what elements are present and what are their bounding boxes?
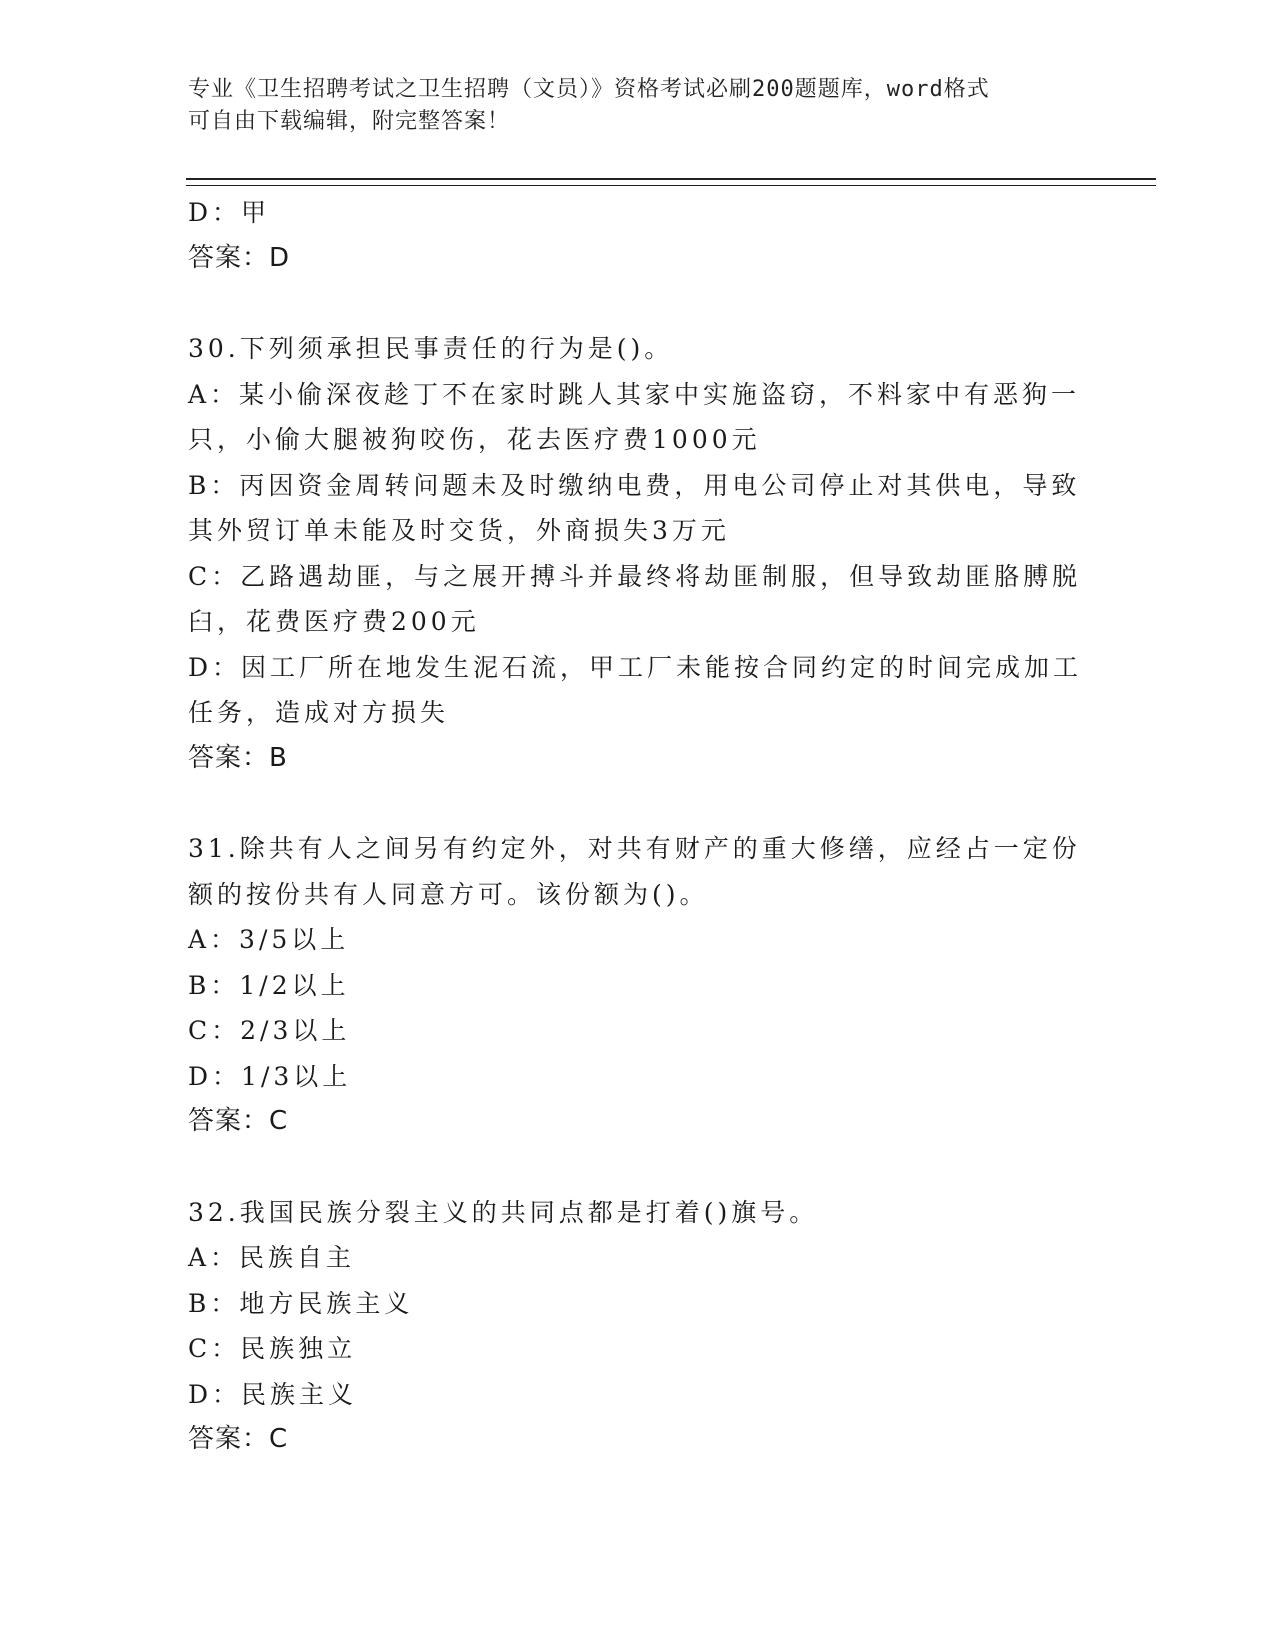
option-b-line-1: B：丙因资金周转问题未及时缴纳电费，用电公司停止对其供电，导致 <box>188 470 1081 500</box>
question-31 <box>188 826 1088 1145</box>
question-stem-line-1: 31.除共有人之间另有约定外，对共有财产的重大修缮，应经占一定份 <box>188 834 1081 863</box>
page-header <box>188 74 1088 138</box>
question-stem: 32.我国民族分裂主义的共同点都是打着()旗号。 <box>188 1197 819 1227</box>
option-b: B：地方民族主义 <box>188 1288 414 1318</box>
option-d-line-2: 任务，造成对方损失 <box>188 698 450 727</box>
option-d-line-1: D：因工厂所在地发生泥石流，甲工厂未能按合同约定的时间完成加工 <box>188 652 1083 682</box>
answer-line: 答案：D <box>188 242 291 273</box>
question-30 <box>188 326 1088 781</box>
question-stem: 30.下列须承担民事责任的行为是()。 <box>188 334 674 363</box>
answer-line: 答案：C <box>188 1106 289 1136</box>
option-d: D：甲 <box>188 198 271 227</box>
option-a: A：民族自主 <box>188 1243 356 1272</box>
option-b-line-2: 其外贸订单未能及时交货，外商损失3万元 <box>188 516 730 545</box>
option-c: C：2/3以上 <box>188 1016 351 1045</box>
previous-question-tail <box>188 190 1088 281</box>
header-title-line-2: 可自由下载编辑，附完整答案！ <box>188 109 511 134</box>
option-d: D：民族主义 <box>188 1379 358 1409</box>
question-stem-line-2: 额的按份共有人同意方可。该份额为()。 <box>188 879 709 909</box>
spacer <box>188 781 1088 826</box>
document-body <box>188 190 1088 1463</box>
header-title-line-1: 专业《卫生招聘考试之卫生招聘（文员）》资格考试必刷200题题库，word格式 <box>188 77 990 102</box>
option-a: A：3/5以上 <box>188 925 350 954</box>
option-a-line-2: 只，小偷大腿被狗咬伤，花去医疗费1000元 <box>188 425 761 454</box>
option-a-line-1: A：某小偷深夜趁丁不在家时跳人其家中实施盗窃，不料家中有恶狗一 <box>188 379 1081 409</box>
option-c-line-1: C：乙路遇劫匪，与之展开搏斗并最终将劫匪制服，但导致劫匪胳膊脱 <box>188 561 1082 591</box>
option-c-line-2: 臼，花费医疗费200元 <box>188 607 480 636</box>
option-b: B：1/2以上 <box>188 970 350 1000</box>
answer-line: 答案：B <box>188 742 288 773</box>
question-32 <box>188 1190 1088 1463</box>
option-d: D：1/3以上 <box>188 1061 352 1091</box>
header-divider <box>186 178 1156 186</box>
option-c: C：民族独立 <box>188 1334 357 1363</box>
spacer <box>188 1145 1088 1190</box>
answer-line: 答案：C <box>188 1424 289 1454</box>
spacer <box>188 281 1088 326</box>
